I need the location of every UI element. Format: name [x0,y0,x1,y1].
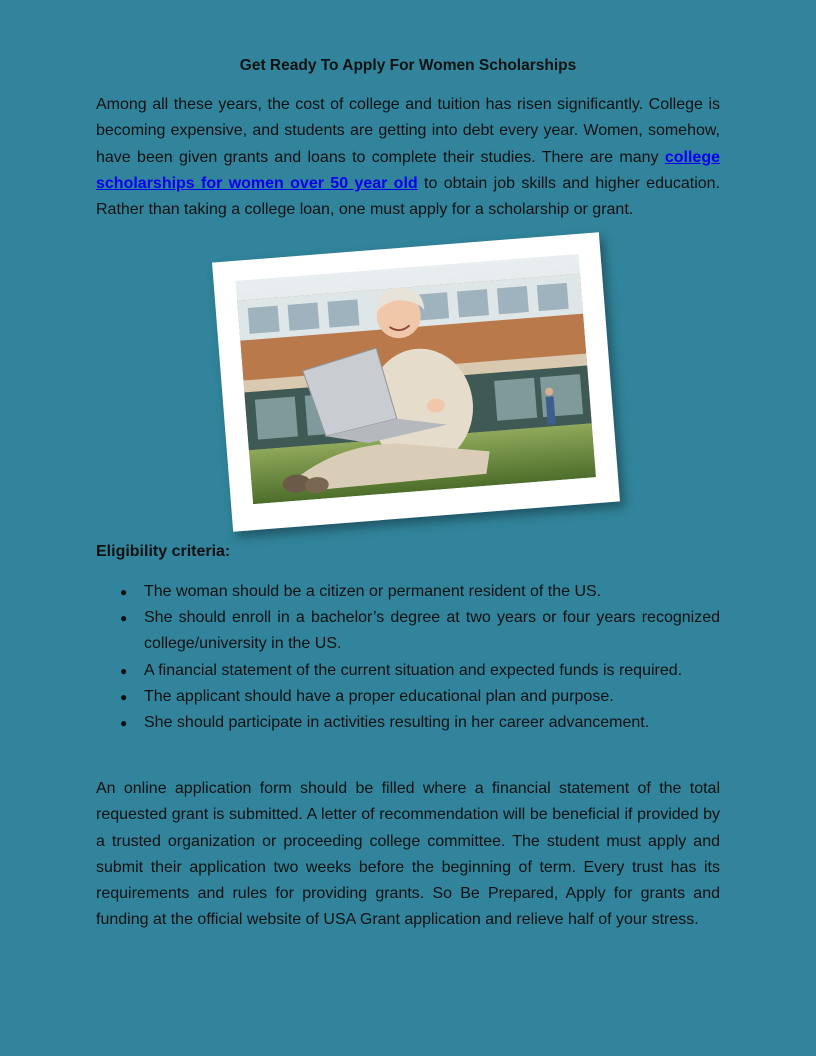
bullet-icon: ● [120,611,128,626]
scholarship-link[interactable]: college scholarships for women over 50 year old [96,148,720,192]
eligibility-list [96,579,720,736]
woman-with-laptop-image [236,254,597,504]
photo [212,232,620,532]
intro-paragraph [96,92,720,223]
list-item [96,579,720,605]
photo-frame [212,232,620,532]
list-item-text: The woman should be a citizen or permanent resident of the US. [144,583,602,600]
list-item-text: She should participate in activities resulting in her career advancement. [144,714,650,732]
bullet-icon: ● [120,663,128,678]
bullet-icon: ● [120,585,128,599]
list-item [96,710,720,736]
list-item-text: She should enroll in a bachelor’s degree at two years or four years recognized college/university in the US. [144,609,720,653]
page-title: Get Ready To Apply For Women Scholarships [239,57,577,74]
bullet-icon: ● [120,689,128,704]
list-item-text: A financial statement of the current situation and expected funds is required. [144,661,683,679]
list-item-text: The applicant should have a proper educational plan and purpose. [144,687,614,705]
intro-text-before: Among all these years, the cost of college and tuition has risen significantly. College is becoming expensive, and students are getting into debt every year. Women, somehow, have been given grants and loans to complete their studies. There are many [96,96,720,166]
list-item [96,684,720,710]
list-item [96,605,720,657]
outro-paragraph: An online application form should be filled where a financial statement of the total requested grant is submitted. A letter of recommendation will be beneficial if provided by a trusted organization or proceeding college committee. The student must apply and submit their application two weeks before the beginning of term. Every trust has its requirements and rules for providing grants. So Be Prepared, Apply for grants and funding at the official website of USA Grant application and relieve half of your stress. [96,780,720,929]
eligibility-heading: Eligibility criteria: [96,543,231,560]
bullet-icon: ● [120,716,128,731]
intro-text-after: to obtain job skills and higher education. Rather than taking a college loan, one must apply for a scholarship or grant. [96,174,721,219]
list-item [96,658,720,684]
